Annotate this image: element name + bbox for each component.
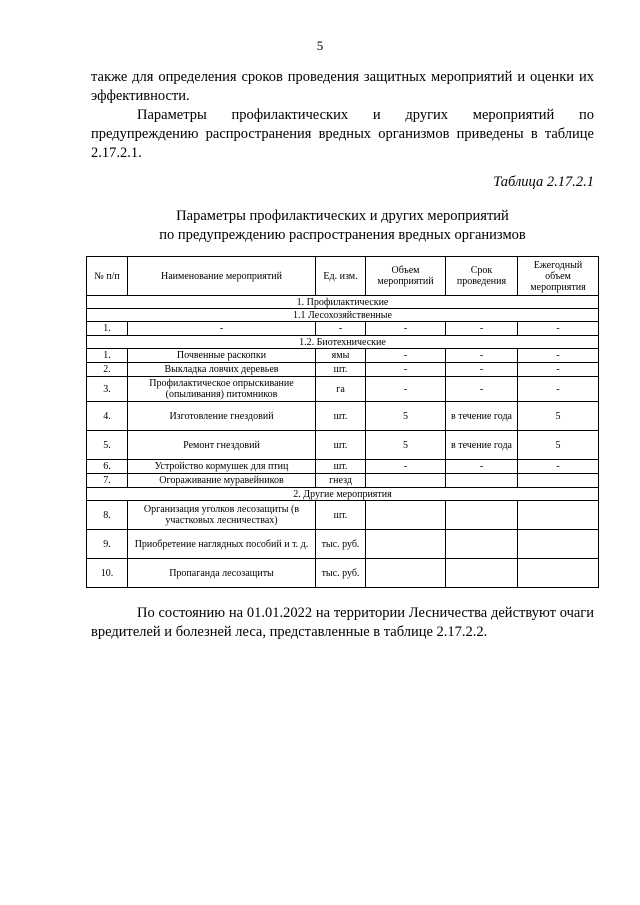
cell-term	[446, 474, 518, 488]
table-row	[87, 530, 599, 559]
cell-event-name: Пропаганда лесозащиты	[128, 559, 316, 588]
cell-term: в течение года	[446, 402, 518, 431]
table-title	[91, 207, 594, 245]
header-number: № п/п	[87, 257, 128, 296]
table-row	[87, 559, 599, 588]
table-row	[87, 402, 599, 431]
cell-unit: тыс. руб.	[316, 559, 366, 588]
section-row	[87, 336, 599, 349]
cell-unit: тыс. руб.	[316, 530, 366, 559]
table-row	[87, 501, 599, 530]
cell-annual-volume: 5	[518, 431, 599, 460]
cell-annual-volume: 5	[518, 402, 599, 431]
cell-volume: -	[366, 377, 446, 402]
cell-event-name: Организация уголков лесозащиты (в участковых лесничествах)	[128, 501, 316, 530]
header-volume: Объем мероприятий	[366, 257, 446, 296]
cell-unit: шт.	[316, 431, 366, 460]
cell-number: 5.	[87, 431, 128, 460]
header-event-name: Наименование мероприятий	[128, 257, 316, 296]
cell-event-name: Профилактическое опрыскивание (опыливания) питомников	[128, 377, 316, 402]
table-row	[87, 349, 599, 363]
cell-number: 3.	[87, 377, 128, 402]
table-row	[87, 460, 599, 474]
cell-number: 6.	[87, 460, 128, 474]
cell-unit: га	[316, 377, 366, 402]
cell-unit: шт.	[316, 402, 366, 431]
cell-event-name: Изготовление гнездовий	[128, 402, 316, 431]
cell-unit: -	[316, 322, 366, 336]
cell-unit: шт.	[316, 501, 366, 530]
paragraph-table-reference: Параметры профилактических и других мероприятий по предупреждению распространения вредных организмов приведены в таблице 2.17.2.1.	[91, 107, 594, 161]
cell-term: -	[446, 322, 518, 336]
cell-number: 7.	[87, 474, 128, 488]
table-title-line-1: Параметры профилактических и других мероприятий	[176, 208, 509, 224]
table-row	[87, 377, 599, 402]
table-row	[87, 363, 599, 377]
table-row	[87, 322, 599, 336]
cell-event-name: Устройство кормушек для птиц	[128, 460, 316, 474]
table-row	[87, 474, 599, 488]
cell-term	[446, 530, 518, 559]
cell-annual-volume: -	[518, 363, 599, 377]
cell-term: -	[446, 349, 518, 363]
cell-unit: гнезд	[316, 474, 366, 488]
cell-event-name: Огораживание муравейников	[128, 474, 316, 488]
table-label: Таблица 2.17.2.1	[493, 174, 594, 190]
cell-event-name: Выкладка ловчих деревьев	[128, 363, 316, 377]
header-unit: Ед. изм.	[316, 257, 366, 296]
cell-volume: -	[366, 460, 446, 474]
cell-event-name: Ремонт гнездовий	[128, 431, 316, 460]
cell-term	[446, 501, 518, 530]
section-other: 2. Другие мероприятия	[87, 488, 599, 501]
section-biotechnical: 1.2. Биотехнические	[87, 336, 599, 349]
section-row	[87, 488, 599, 501]
cell-number: 9.	[87, 530, 128, 559]
cell-number: 2.	[87, 363, 128, 377]
cell-term: в течение года	[446, 431, 518, 460]
section-preventive: 1. Профилактические	[87, 296, 599, 309]
cell-volume	[366, 474, 446, 488]
header-annual-volume: Ежегодный объем мероприятия	[518, 257, 599, 296]
cell-annual-volume	[518, 474, 599, 488]
cell-annual-volume	[518, 559, 599, 588]
cell-volume: -	[366, 363, 446, 377]
section-row	[87, 309, 599, 322]
cell-annual-volume	[518, 501, 599, 530]
cell-unit: ямы	[316, 349, 366, 363]
cell-volume	[366, 559, 446, 588]
table-header-row	[87, 257, 599, 296]
page-number: 5	[316, 38, 324, 53]
cell-event-name: -	[128, 322, 316, 336]
table-title-line-2: по предупреждению распространения вредных организмов	[159, 227, 526, 243]
cell-number: 1.	[87, 349, 128, 363]
events-table	[86, 256, 599, 588]
cell-annual-volume: -	[518, 322, 599, 336]
cell-term: -	[446, 460, 518, 474]
cell-annual-volume	[518, 530, 599, 559]
cell-volume	[366, 530, 446, 559]
cell-event-name: Приобретение наглядных пособий и т. д.	[128, 530, 316, 559]
cell-number: 4.	[87, 402, 128, 431]
cell-term: -	[446, 363, 518, 377]
cell-volume	[366, 501, 446, 530]
cell-unit: шт.	[316, 363, 366, 377]
cell-term: -	[446, 377, 518, 402]
paragraph-pest-foci: По состоянию на 01.01.2022 на территории Лесничества действуют очаги вредителей и болезней леса, представленные в таблице 2.17.2.2.	[91, 605, 594, 640]
cell-annual-volume: -	[518, 460, 599, 474]
header-term: Срок проведения	[446, 257, 518, 296]
cell-volume: 5	[366, 431, 446, 460]
cell-annual-volume: -	[518, 349, 599, 363]
cell-volume: -	[366, 349, 446, 363]
section-row	[87, 296, 599, 309]
cell-event-name: Почвенные раскопки	[128, 349, 316, 363]
cell-unit: шт.	[316, 460, 366, 474]
cell-annual-volume: -	[518, 377, 599, 402]
cell-number: 10.	[87, 559, 128, 588]
section-forestry: 1.1 Лесохозяйственные	[87, 309, 599, 322]
cell-volume: 5	[366, 402, 446, 431]
cell-number: 8.	[87, 501, 128, 530]
table-row	[87, 431, 599, 460]
cell-term	[446, 559, 518, 588]
paragraph-intro: также для определения сроков проведения защитных мероприятий и оценки их эффективности.	[91, 69, 594, 104]
cell-number: 1.	[87, 322, 128, 336]
cell-volume: -	[366, 322, 446, 336]
